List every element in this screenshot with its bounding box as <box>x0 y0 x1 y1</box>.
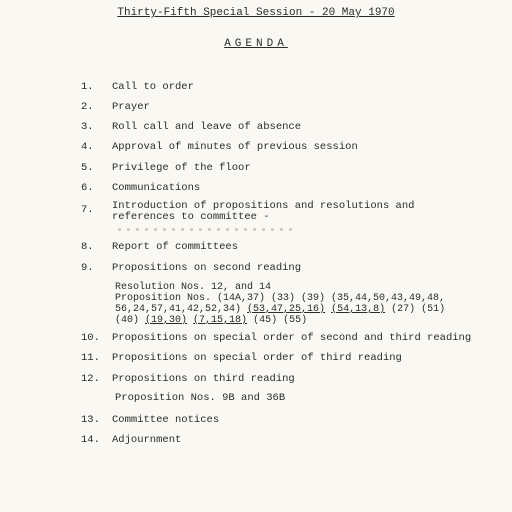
item-text: Privilege of the floor <box>112 162 251 174</box>
item-number: 7. <box>81 204 94 216</box>
item-text: Propositions on second reading <box>112 262 302 274</box>
item-number: 2. <box>81 101 94 113</box>
item9-propositions-line3: (40) (19,30) (7,15,18) (45) (55) <box>115 315 308 326</box>
item9-propositions-line1: Proposition Nos. (14A,37) (33) (39) (35,44,50,43,49,48, <box>115 293 446 304</box>
item-number: 5. <box>81 162 94 174</box>
item-number: 8. <box>81 241 94 253</box>
faint-marks <box>118 228 298 231</box>
item-text-continued: references to committee - <box>112 211 270 223</box>
item-number: 3. <box>81 121 94 133</box>
item-text: Communications <box>112 182 201 194</box>
item-number: 4. <box>81 141 94 153</box>
item-number: 12. <box>81 373 100 385</box>
item-text: Propositions on special order of third reading <box>112 352 402 364</box>
item-number: 9. <box>81 262 94 274</box>
item-number: 6. <box>81 182 94 194</box>
item-text: Report of committees <box>112 241 239 253</box>
item-number: 1. <box>81 81 94 93</box>
item-number: 10. <box>81 332 100 344</box>
item12-propositions: Proposition Nos. 9B and 36B <box>115 392 286 404</box>
item-text: Prayer <box>112 101 150 113</box>
item-text: Adjournment <box>112 434 182 446</box>
item-number: 14. <box>81 434 100 446</box>
item-text: Call to order <box>112 81 194 93</box>
item-text: Committee notices <box>112 414 220 426</box>
item-text: Approval of minutes of previous session <box>112 141 358 153</box>
agenda-heading: AGENDA <box>224 38 288 50</box>
item-number: 13. <box>81 414 100 426</box>
item9-resolutions: Resolution Nos. 12, and 14 <box>115 282 272 293</box>
item-text: Roll call and leave of absence <box>112 121 302 133</box>
item-number: 11. <box>81 352 100 364</box>
item-text: Propositions on special order of second and third reading <box>112 332 472 344</box>
item-text: Propositions on third reading <box>112 373 295 385</box>
item9-propositions-line2: 56,24,57,41,42,52,34) (53,47,25,16) (54,13,8) (27) (51) <box>115 304 446 315</box>
item-text: Introduction of propositions and resolutions and <box>112 200 415 212</box>
session-title: Thirty-Fifth Special Session - 20 May 1970 <box>117 7 395 19</box>
